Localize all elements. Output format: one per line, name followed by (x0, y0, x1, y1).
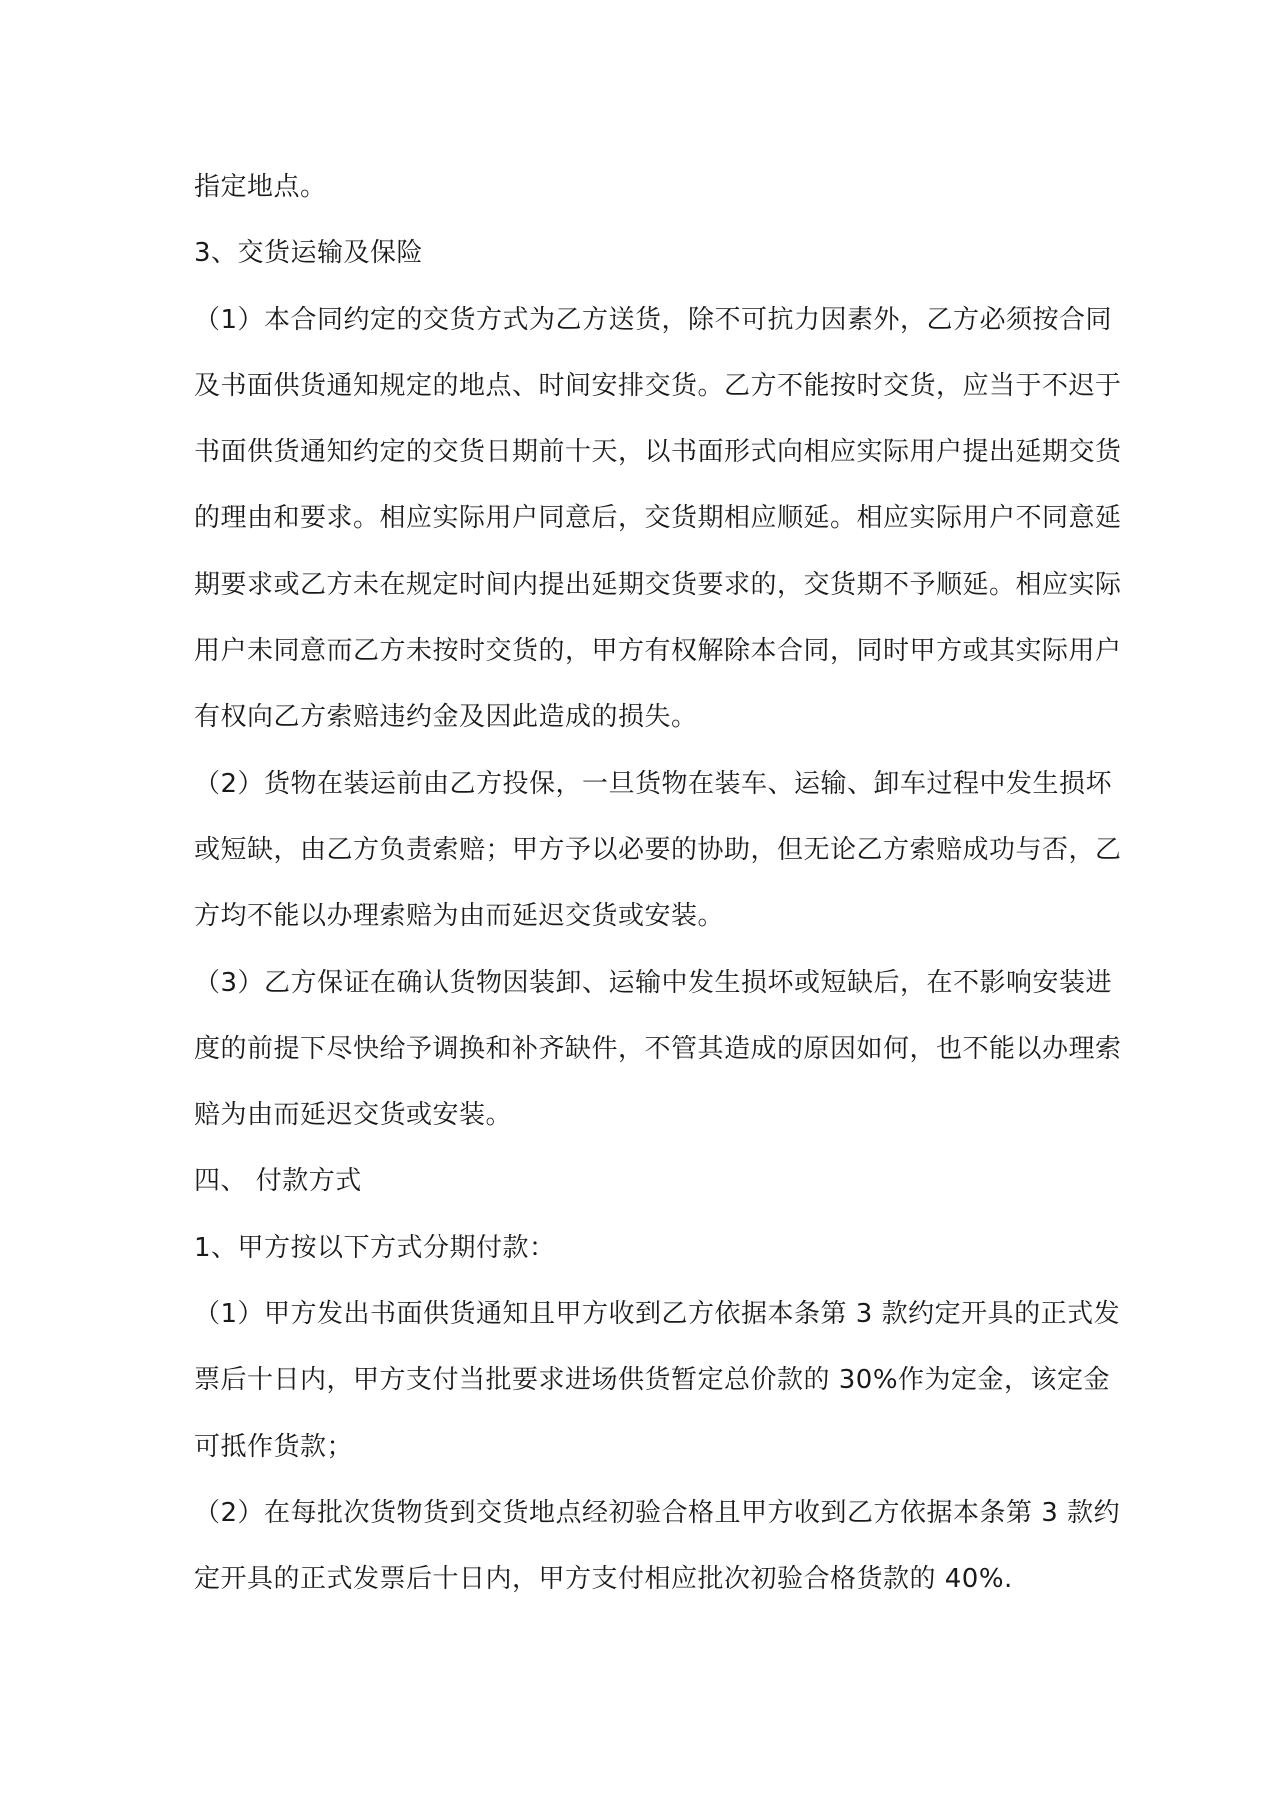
text-line: （3）乙方保证在确认货物因装卸、运输中发生损坏或短缺后，在不影响安装进 (194, 967, 1113, 998)
text-line: （2）在每批次货物货到交货地点经初验合格且甲方收到乙方依据本条第 3 款约 (194, 1497, 1121, 1528)
text-line: （1）本合同约定的交货方式为乙方送货，除不可抗力因素外，乙方必须按合同 (194, 304, 1113, 335)
text-line: 票后十日内，甲方支付当批要求进场供货暂定总价款的 30%作为定金，该定金 (194, 1365, 1111, 1396)
text-line: 1、甲方按以下方式分期付款： (194, 1232, 556, 1263)
text-line: 可抵作货款； (194, 1431, 354, 1462)
text-line: 书面供货通知约定的交货日期前十天，以书面形式向相应实际用户提出延期交货 (194, 437, 1122, 468)
contract-text (194, 162, 1122, 1621)
text-line: 有权向乙方索赔违约金及因此造成的损失。 (194, 702, 698, 733)
text-line: 的理由和要求。相应实际用户同意后，交货期相应顺延。相应实际用户不同意延 (194, 503, 1122, 534)
text-line: 用户未同意而乙方未按时交货的，甲方有权解除本合同，同时甲方或其实际用户 (194, 636, 1122, 667)
text-line: 及书面供货通知规定的地点、时间安排交货。乙方不能按时交货，应当于不迟于 (194, 370, 1122, 401)
text-line: 定开具的正式发票后十日内，甲方支付相应批次初验合格货款的 40%. (194, 1564, 1013, 1595)
text-line: 度的前提下尽快给予调换和补齐缺件，不管其造成的原因如何，也不能以办理索 (194, 1033, 1122, 1064)
text-line: 赔为由而延迟交货或安装。 (194, 1100, 513, 1131)
text-line: 期要求或乙方未在规定时间内提出延期交货要求的，交货期不予顺延。相应实际 (194, 569, 1122, 600)
text-line: 指定地点。 (194, 172, 327, 202)
text-line: 或短缺，由乙方负责索赔；甲方予以必要的协助，但无论乙方索赔成功与否，乙 (194, 834, 1122, 865)
text-line: （2）货物在装运前由乙方投保，一旦货物在装车、运输、卸车过程中发生损坏 (194, 768, 1113, 799)
text-line: 方均不能以办理索赔为由而延迟交货或安装。 (194, 901, 725, 932)
section-heading: 3、交货运输及保险 (194, 238, 424, 269)
section-heading: 四、 付款方式 (194, 1166, 362, 1197)
text-line: （1）甲方发出书面供货通知且甲方收到乙方依据本条第 3 款约定开具的正式发 (194, 1299, 1121, 1330)
